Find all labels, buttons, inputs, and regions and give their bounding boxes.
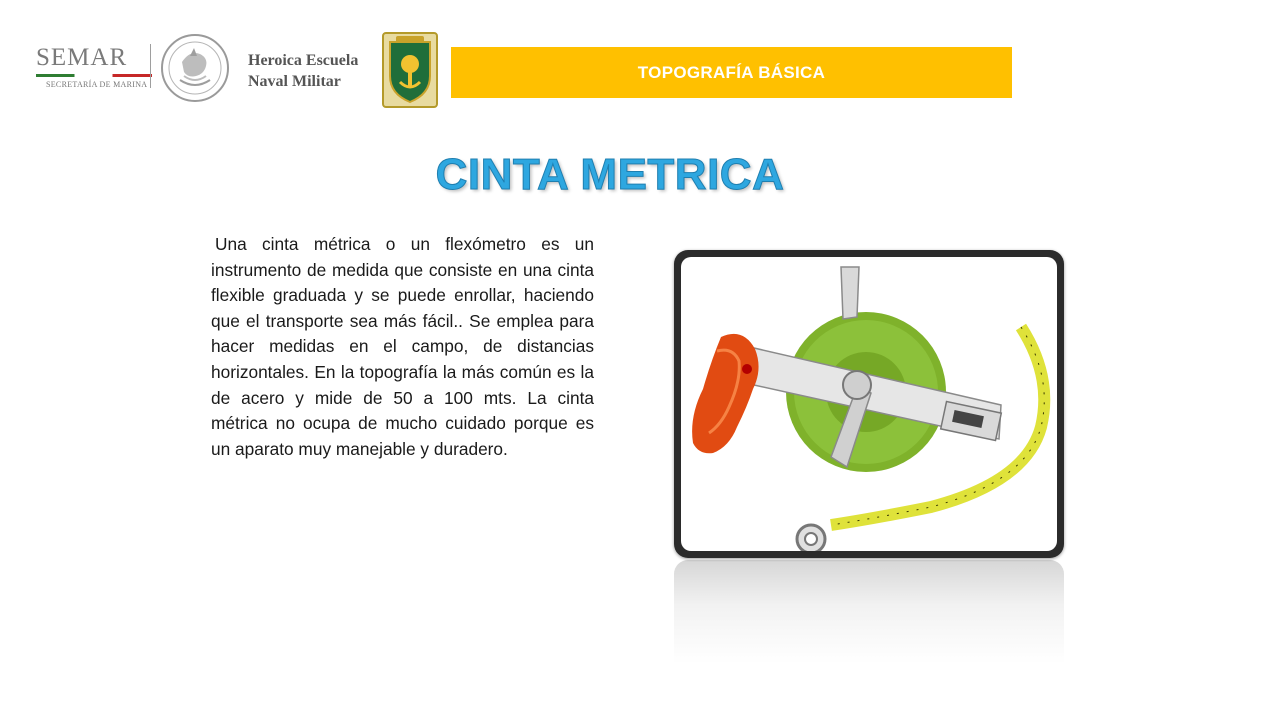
photo-canvas <box>681 257 1057 551</box>
naval-school-crest-icon <box>382 32 438 108</box>
course-banner <box>451 47 1012 98</box>
measuring-tape-reel-photo <box>681 257 1057 551</box>
photo-frame <box>674 250 1064 558</box>
course-banner-text: TOPOGRAFÍA BÁSICA <box>637 62 826 82</box>
school-name-line1: Heroica Escuela <box>248 52 359 69</box>
semar-logo-subtitle: SECRETARÍA DE MARINA <box>46 80 148 89</box>
slide-body-text: Una cinta métrica o un flexómetro es un instrumento de medida que consiste en una cinta flexible graduada y se puede enrollar, haciendo que el transporte sea más fácil.. Se emplea para hacer medidas en el campo, de distancias horizontales. En la topografía la más común es la de acero y mide de 50 a 100 mts. La cinta métrica no ocupa de mucho cuidado porque es un aparato muy manejable y duradero. <box>211 234 594 459</box>
semar-logo-flag-line <box>36 74 152 77</box>
mexico-coat-of-arms-seal-icon <box>160 32 230 104</box>
slide-title-wrap <box>380 150 840 210</box>
school-name-line2: Naval Militar <box>248 73 341 90</box>
school-name <box>248 50 358 92</box>
header-divider <box>150 44 151 88</box>
slide-header <box>0 0 1280 115</box>
photo-reflection <box>674 560 1064 690</box>
semar-logo <box>18 44 148 92</box>
slide-title: CINTA METRICA <box>435 150 785 199</box>
semar-logo-word: SEMAR <box>36 44 128 71</box>
